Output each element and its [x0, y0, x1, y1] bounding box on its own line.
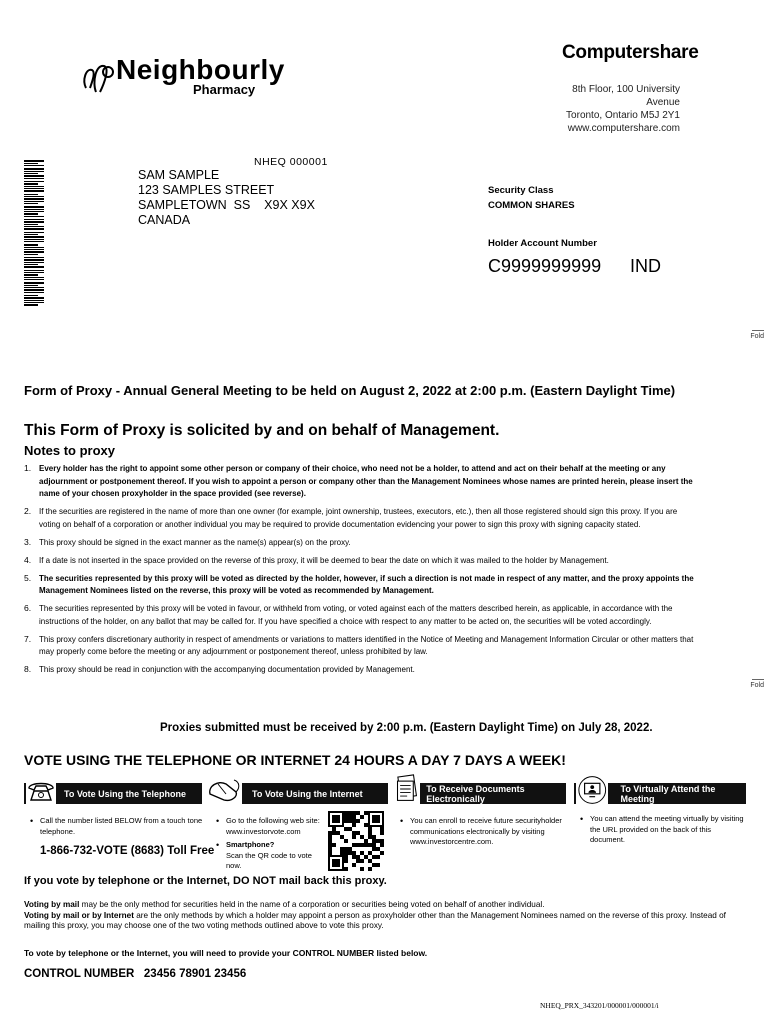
- note-number: 2.: [24, 506, 32, 516]
- barcode-bar: [24, 228, 44, 230]
- barcode-bar: [24, 244, 38, 246]
- barcode-bar: [24, 171, 44, 172]
- barcode-bar: [24, 194, 38, 195]
- fold-label: Fold: [750, 682, 764, 689]
- qr-module: [328, 831, 332, 835]
- barcode-bar: [24, 186, 44, 187]
- qr-module: [340, 851, 344, 855]
- address-line: SAM SAMPLE: [138, 168, 220, 182]
- barcode-bar: [24, 266, 44, 268]
- holder-account-type: IND: [630, 256, 661, 276]
- note-text: The securities represented by this proxy will be voted in favour, or withheld from voting, or voted against each of the matters described herein, as applicable, in accordance with the instructions of the holder, on any ballot that may be called for. If you have specified a choice with respect to any matter to be acted on, the securities will be voted accordingly.: [39, 603, 673, 626]
- documents-icon: [394, 772, 420, 806]
- qr-module: [352, 843, 356, 847]
- neighbourly-mark-icon: [80, 58, 116, 98]
- control-number: [24, 968, 246, 980]
- qr-module: [328, 843, 332, 847]
- security-class-label: Security Class: [488, 185, 554, 196]
- qr-module: [348, 819, 352, 823]
- qr-module: [332, 815, 340, 823]
- barcode-bar: [24, 292, 44, 293]
- notes-list: [24, 462, 746, 681]
- qr-module: [360, 835, 364, 839]
- qr-module: [336, 831, 340, 835]
- barcode-bar: [24, 289, 44, 291]
- smartphone-label: Smartphone?: [226, 840, 275, 849]
- qr-module: [372, 863, 376, 867]
- qr-module: [352, 823, 356, 827]
- note-item: [24, 633, 746, 658]
- qr-module: [332, 859, 340, 867]
- mail-note-text: may be the only method for securities held in the name of a corporation or securities being voted on behalf of another individual.: [79, 900, 545, 909]
- note-number: 8.: [24, 664, 32, 674]
- barcode-bar: [24, 239, 44, 240]
- no-mail-warning: If you vote by telephone or the Internet, DO NOT mail back this proxy.: [24, 875, 387, 887]
- qr-module: [380, 843, 384, 847]
- barcode-bar: [24, 206, 44, 208]
- vote-heading: VOTE USING THE TELEPHONE OR INTERNET 24 HOURS A DAY 7 DAYS A WEEK!: [24, 752, 566, 768]
- telephone-vote-header: [24, 783, 202, 804]
- computershare-address: [548, 83, 680, 135]
- barcode-bar: [24, 190, 44, 192]
- telephone-vote-title: To Vote Using the Telephone: [64, 788, 187, 799]
- barcode-bar: [24, 302, 44, 303]
- qr-module: [376, 839, 380, 843]
- qr-module: [352, 831, 356, 835]
- barcode-bar: [24, 165, 44, 166]
- qr-module: [368, 859, 372, 863]
- barcode-bar: [24, 213, 38, 215]
- neighbourly-name: Neighbourly: [116, 54, 285, 85]
- postal-barcode: [24, 160, 44, 306]
- address-line: 123 SAMPLES STREET: [138, 183, 275, 197]
- bullet: •: [216, 816, 220, 826]
- barcode-bar: [24, 272, 44, 273]
- barcode-bar: [24, 297, 44, 299]
- barcode-bar: [24, 300, 44, 301]
- qr-module: [332, 843, 336, 847]
- qr-module: [348, 827, 352, 831]
- documents-header: [396, 783, 566, 804]
- qr-module: [364, 823, 368, 827]
- note-number: 4.: [24, 554, 32, 565]
- qr-module: [352, 819, 356, 823]
- qr-module: [348, 851, 352, 855]
- qr-module: [368, 835, 372, 839]
- qr-module: [368, 867, 372, 871]
- barcode-bar: [24, 221, 44, 223]
- smartphone-instruction: Scan the QR code to vote now.: [226, 850, 312, 870]
- barcode-bar: [24, 209, 44, 210]
- barcode-bar: [24, 270, 44, 271]
- internet-vote-title: To Vote Using the Internet: [252, 788, 363, 799]
- address-line: 8th Floor, 100 University Avenue: [572, 84, 680, 108]
- internet-vote-header: [210, 783, 388, 804]
- barcode-bar: [24, 181, 44, 182]
- holder-account-number: C9999999999: [488, 256, 602, 276]
- qr-module: [328, 839, 332, 843]
- qr-module: [364, 811, 368, 815]
- note-number: 1.: [24, 463, 32, 473]
- qr-module: [364, 839, 368, 843]
- note-number: 7.: [24, 633, 32, 644]
- notes-heading: Notes to proxy: [24, 443, 116, 458]
- qr-code-icon: [328, 811, 384, 871]
- barcode-bar: [24, 198, 44, 200]
- fold-label: Fold: [750, 333, 764, 340]
- document-code: NHEQ 000001: [254, 156, 328, 168]
- bullet: •: [580, 814, 584, 824]
- documents-text: You can enroll to receive future securityholder communications electronically by visiting www.investorcentre.com.: [410, 816, 562, 846]
- barcode-bar: [24, 262, 44, 263]
- qr-module: [340, 835, 344, 839]
- address-line: www.computershare.com: [567, 123, 680, 134]
- mail-note-bold: Voting by mail: [24, 900, 80, 909]
- barcode-bar: [24, 257, 44, 258]
- qr-module: [356, 811, 360, 815]
- note-number: 3.: [24, 536, 32, 547]
- address-line: SAMPLETOWN SS X9X X9X: [138, 198, 315, 212]
- qr-module: [372, 855, 376, 859]
- qr-module: [368, 827, 372, 831]
- qr-module: [344, 855, 348, 859]
- qr-module: [352, 811, 356, 815]
- barcode-bar: [24, 236, 44, 238]
- qr-module: [344, 819, 348, 823]
- qr-module: [348, 847, 352, 851]
- proxy-deadline: Proxies submitted must be received by 2:00 p.m. (Eastern Daylight Time) on July 28, 2022.: [160, 722, 653, 734]
- qr-module: [368, 843, 372, 847]
- barcode-bar: [24, 173, 38, 174]
- barcode-bar: [24, 295, 38, 296]
- bullet: •: [30, 816, 34, 826]
- neighbourly-subtitle: Pharmacy: [193, 82, 256, 97]
- holder-account-label: Holder Account Number: [488, 238, 597, 249]
- meeting-header: [574, 783, 746, 804]
- qr-module: [348, 811, 352, 815]
- barcode-bar: [24, 160, 44, 162]
- mail-note-line: [24, 911, 746, 932]
- barcode-bar: [24, 201, 44, 202]
- qr-module: [376, 863, 380, 867]
- qr-module: [344, 847, 348, 851]
- bullet: •: [216, 840, 220, 850]
- barcode-bar: [24, 277, 44, 278]
- barcode-bar: [24, 163, 38, 164]
- qr-module: [380, 827, 384, 831]
- mail-voting-note: [24, 900, 746, 932]
- internet-vote-text: Go to the following web site: www.investorvote.com: [226, 816, 320, 836]
- note-text: If the securities are registered in the name of more than one owner (for example, joint ownership, trustees, executors, etc.), then all those registered should sign this proxy. If you are voting on behalf of a corporation or another individual you may be required to provide documentation evidencing your power to sign this proxy with signing capacity stated.: [39, 506, 678, 529]
- barcode-bar: [24, 183, 38, 185]
- qr-module: [356, 819, 360, 823]
- note-text: This proxy should be read in conjunction with the accompanying documentation provided by Management.: [39, 664, 415, 674]
- address-line: CANADA: [138, 213, 191, 227]
- note-item: [24, 554, 746, 567]
- qr-module: [344, 811, 348, 815]
- qr-module: [352, 855, 356, 859]
- mouse-icon: [206, 778, 242, 804]
- qr-module: [328, 851, 332, 855]
- solicitation-title: This Form of Proxy is solicited by and on behalf of Management.: [24, 422, 500, 439]
- monitor-icon: [576, 774, 608, 806]
- barcode-bar: [24, 259, 44, 261]
- barcode-bar: [24, 203, 38, 204]
- note-item: [24, 536, 746, 549]
- qr-module: [332, 831, 336, 835]
- fold-mark: [740, 330, 764, 340]
- fold-line: [752, 679, 764, 680]
- qr-module: [380, 831, 384, 835]
- barcode-bar: [24, 254, 38, 255]
- qr-module: [376, 847, 380, 851]
- qr-module: [356, 831, 360, 835]
- qr-module: [364, 843, 368, 847]
- mail-note-bold: Voting by mail or by Internet: [24, 910, 134, 920]
- mail-note-line: [24, 900, 746, 911]
- qr-module: [344, 815, 348, 819]
- barcode-bar: [24, 178, 44, 179]
- footer-code: NHEQ_PRX_343201/000001/000001/i: [540, 1001, 659, 1010]
- barcode-bar: [24, 224, 38, 225]
- qr-module: [376, 855, 380, 859]
- telephone-vote-number: 1-866-732-VOTE (8683) Toll Free: [40, 845, 215, 857]
- barcode-bar: [24, 196, 44, 197]
- qr-module: [328, 847, 332, 851]
- address-line: Toronto, Ontario M5J 2Y1: [566, 110, 680, 121]
- qr-module: [372, 815, 380, 823]
- telephone-vote-text: Call the number listed BELOW from a touch tone telephone.: [40, 816, 203, 836]
- computershare-logo: Computershare: [562, 42, 699, 63]
- qr-module: [352, 863, 356, 867]
- note-number: 5.: [24, 572, 32, 583]
- qr-module: [332, 827, 336, 831]
- note-text: If a date is not inserted in the space provided on the reverse of this proxy, it will be deemed to bear the date on which it was mailed to the holder by Management.: [39, 554, 609, 565]
- qr-module: [352, 851, 356, 855]
- qr-module: [352, 815, 356, 819]
- note-item: [24, 505, 746, 530]
- barcode-bar: [24, 285, 38, 286]
- qr-module: [340, 847, 344, 851]
- qr-module: [344, 867, 348, 871]
- barcode-bar: [24, 216, 44, 217]
- fold-line: [752, 330, 764, 331]
- qr-module: [328, 835, 332, 839]
- barcode-bar: [24, 274, 38, 276]
- control-number-value: 23456 78901 23456: [143, 968, 247, 980]
- barcode-bar: [24, 211, 44, 212]
- qr-module: [360, 859, 364, 863]
- barcode-bar: [24, 247, 44, 248]
- barcode-bar: [24, 251, 44, 253]
- barcode-bar: [24, 264, 38, 265]
- qr-module: [356, 859, 360, 863]
- qr-module: [356, 843, 360, 847]
- qr-module: [360, 843, 364, 847]
- barcode-bar: [24, 279, 44, 280]
- qr-module: [372, 835, 376, 839]
- barcode-bar: [24, 226, 44, 227]
- qr-module: [372, 839, 376, 843]
- barcode-bar: [24, 304, 38, 306]
- qr-module: [372, 847, 376, 851]
- note-item: [24, 572, 746, 597]
- security-class-value: COMMON SHARES: [488, 200, 575, 211]
- note-item: [24, 462, 746, 500]
- barcode-bar: [24, 168, 44, 170]
- barcode-bar: [24, 249, 44, 250]
- qr-module: [344, 851, 348, 855]
- qr-module: [344, 839, 348, 843]
- note-text: This proxy should be signed in the exact manner as the name(s) appear(s) on the proxy.: [39, 536, 351, 547]
- qr-module: [360, 815, 364, 819]
- qr-module: [364, 855, 368, 859]
- qr-module: [380, 851, 384, 855]
- note-text: This proxy confers discretionary authority in respect of amendments or variations to matters identified in the Notice of Meeting and Management Information Circular or other matters that may properly come before the meeting or any adjournment or postponement thereof, unless prohibited by law.: [39, 633, 694, 656]
- documents-title: To Receive Documents Electronically: [426, 783, 525, 804]
- telephone-icon: [26, 778, 56, 804]
- mail-note-text: are the only methods by which a holder may appoint a person as proxyholder other than the Management Nominees named on the reverse of this proxy. Instead of mailing this proxy, you may choose one of the two voting methods outlined above to vote this proxy.: [24, 910, 726, 930]
- bullet: •: [400, 816, 404, 826]
- neighbourly-logo: [80, 54, 300, 100]
- qr-module: [344, 827, 348, 831]
- mailing-address: [138, 168, 315, 228]
- barcode-bar: [24, 234, 38, 235]
- barcode-bar: [24, 232, 44, 233]
- qr-module: [360, 867, 364, 871]
- note-text: Every holder has the right to appoint some other person or company of their choice, who need not be a holder, to attend and act on their behalf at the meeting or any adjournment or postponement thereof. If you wish to appoint a person or company other than the Management Nominees whose names are printed herein, please insert the name of your chosen proxyholder in the space provided (see reverse).: [39, 463, 693, 498]
- meeting-text: You can attend the meeting virtually by visiting the URL provided on the back of this document.: [590, 814, 744, 844]
- smartphone-vote-text: [226, 840, 326, 872]
- qr-module: [380, 839, 384, 843]
- control-number-label: CONTROL NUMBER: [24, 968, 135, 980]
- qr-module: [344, 859, 348, 863]
- barcode-bar: [24, 287, 44, 288]
- qr-module: [372, 843, 376, 847]
- qr-module: [352, 835, 356, 839]
- note-item: [24, 602, 746, 627]
- form-title: Form of Proxy - Annual General Meeting to be held on August 2, 2022 at 2:00 p.m. (Eastern Daylight Time): [24, 383, 676, 398]
- control-number-intro: To vote by telephone or the Internet, you will need to provide your CONTROL NUMBER listed below.: [24, 948, 428, 958]
- barcode-bar: [24, 241, 44, 242]
- qr-module: [360, 851, 364, 855]
- note-text: The securities represented by this proxy will be voted as directed by the holder, however, if such a direction is not made in respect of any matter, and the proxy appoints the Management Nominees listed on the reverse, this proxy will be voted as recommended by Management.: [39, 572, 694, 595]
- qr-module: [356, 855, 360, 859]
- qr-module: [348, 815, 352, 819]
- barcode-bar: [24, 219, 44, 220]
- barcode-bar: [24, 188, 44, 189]
- barcode-bar: [24, 175, 44, 177]
- qr-module: [368, 831, 372, 835]
- barcode-bar: [24, 282, 44, 284]
- note-item: [24, 663, 746, 676]
- qr-module: [368, 851, 372, 855]
- meeting-title: To Virtually Attend the Meeting: [620, 783, 716, 804]
- note-number: 6.: [24, 603, 32, 613]
